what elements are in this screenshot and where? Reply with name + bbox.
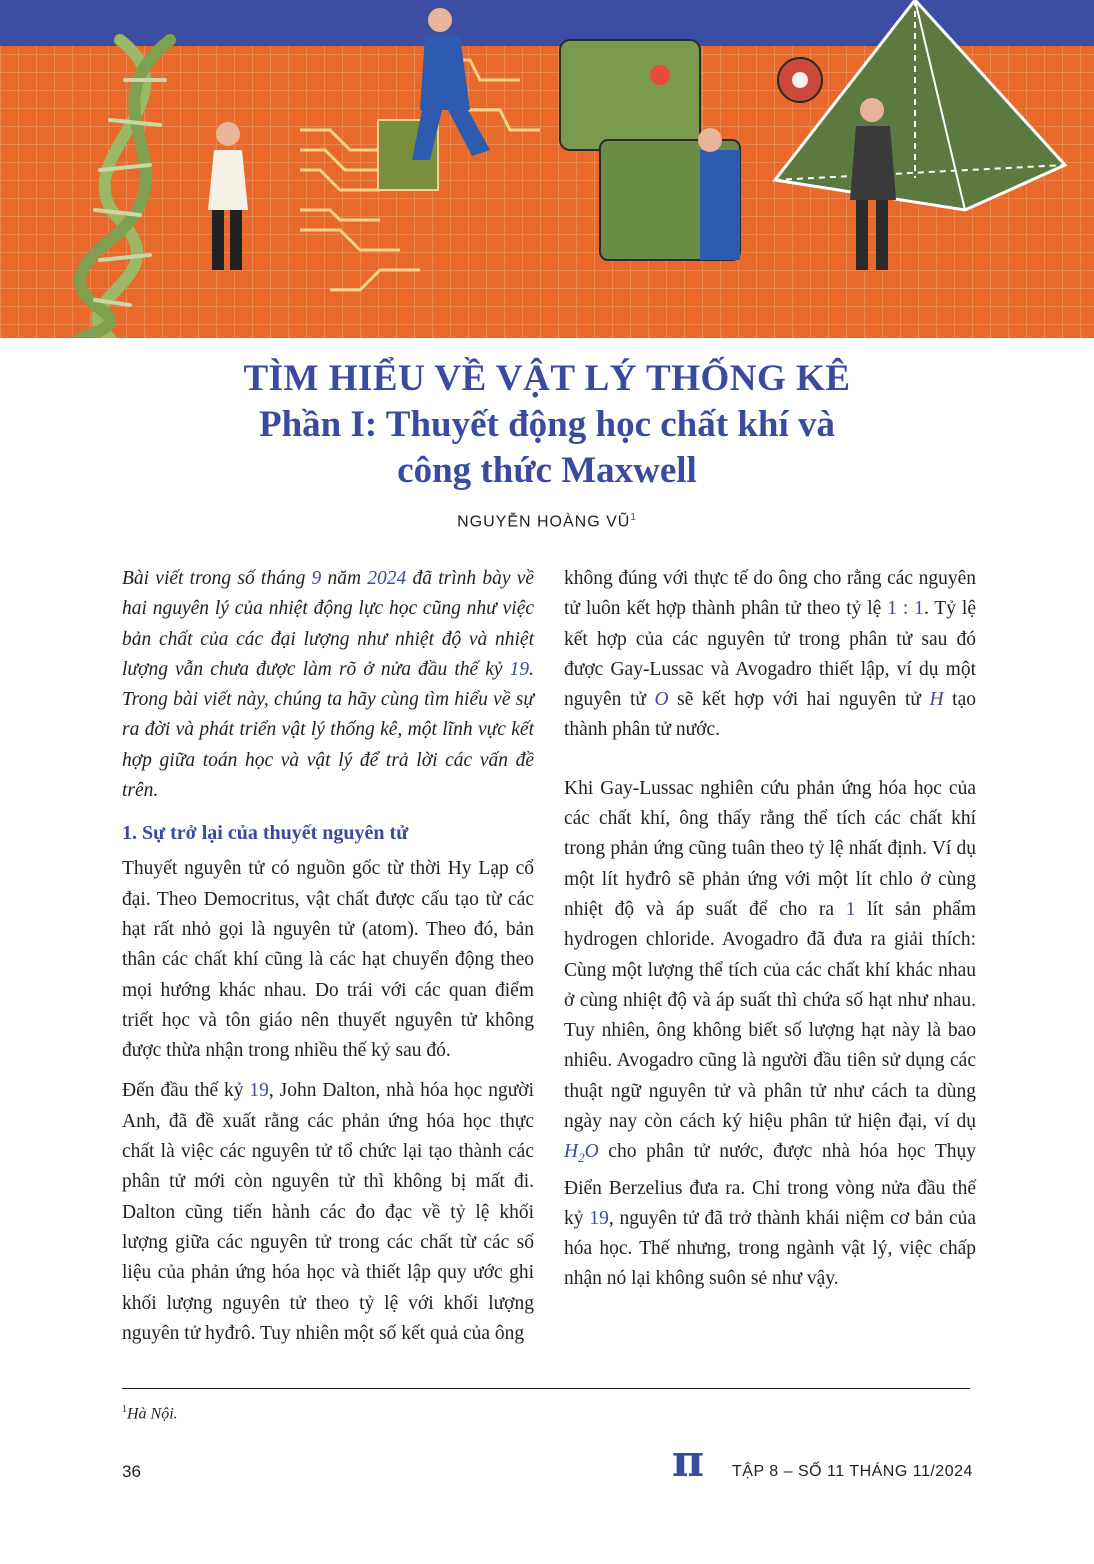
title-line-3: công thức Maxwell [397, 450, 697, 491]
title-line-1: TÌM HIỂU VỀ VẬT LÝ THỐNG KÊ [243, 358, 851, 399]
body-paragraph: Thuyết nguyên tử có nguồn gốc từ thời Hy Lạp cổ đại. Theo Democritus, vật chất được cấu tạo từ các hạt rất nhỏ gọi là nguyên tử (atom). Theo đó, bản thân các chất khí cũng là các hạt chuyển động theo mọi hướng khác nhau. Do trái với các quan điểm triết học và tôn giáo nên thuyết nguyên tử không được thừa nhận trong nhiều thế kỷ sau đó. [122, 858, 534, 1062]
section-heading: 1. Sự trở lại của thuyết nguyên tử [122, 822, 409, 845]
issue-info: TẬP 8 – SỐ 11 THÁNG 11/2024 [732, 1463, 973, 1480]
footnote-divider [122, 1388, 970, 1389]
article-title [0, 356, 1094, 494]
author-footnote-mark: 1 [630, 512, 637, 523]
left-column [122, 564, 534, 1359]
page-number: 36 [122, 1462, 141, 1481]
footnote: $^1$Hà Nội. [122, 1404, 178, 1423]
body-paragraph: không đúng với thực tế do ông cho rằng các nguyên tử luôn kết hợp thành phân tử theo tỷ lệ 1 : 1. Tỷ lệ kết hợp của các nguyên tử trong phân tử sau đó được Gay-Lussac và Avogadro thiết lập, ví dụ một nguyên tử O sẽ kết hợp với hai nguyên tử H tạo thành phân tử nước. [564, 568, 976, 741]
title-line-2: Phần I: Thuyết động học chất khí và [258, 404, 836, 445]
banner-illustration [0, 0, 1094, 338]
svg-text:π: π [671, 1436, 705, 1484]
abstract-paragraph: Bài viết trong số tháng 9 năm 2024 đã trình bày về hai nguyên lý của nhiệt động lực học cũng như việc bản chất của các đại lượng như nhiệt độ và nhiệt lượng vẫn chưa được làm rõ ở nửa đầu thế kỷ 19. Trong bài viết này, chúng ta hãy cùng tìm hiểu về sự ra đời và phát triển vật lý thống kê, một lĩnh vực kết hợp giữa toán học và vật lý để trả lời các vấn đề trên. [122, 568, 535, 802]
author-name: NGUYỄN HOÀNG VŨ [457, 513, 631, 531]
body-paragraph: Khi Gay-Lussac nghiên cứu phản ứng hóa học của các chất khí, ông thấy rằng thể tích các chất khí trong phản ứng cũng tuân theo tỷ lệ nhất định. Ví dụ một lít hyđrô sẽ phản ứng với một lít chlo ở cùng nhiệt độ và áp suất để cho ra 1 lít sản phẩm hydrogen chloride. Avogadro đã đưa ra giải thích: Cùng một lượng thể tích của các chất khí khác nhau ở cùng nhiệt độ và áp suất thì chứa số hạt như nhau. Tuy nhiên, ông không biết số lượng hạt này là bao nhiêu. Avogadro cũng là người đầu tiên sử dụng các thuật ngữ nguyên tử và phân tử như cách ta dùng ngày nay còn cách ký hiệu phân tử hiện đại, ví dụ $H_2O$ cho phân tử nước, được nhà hóa học Thụy Điển Berzelius đưa ra. Chỉ trong vòng nửa đầu thế kỷ 19, nguyên tử đã trở thành khái niệm cơ bản của hóa học. Thế nhưng, trong ngành vật lý, việc chấp nhận nó lại không suôn sẻ như vậy. [564, 777, 977, 1290]
right-column [564, 564, 976, 1305]
author-line [0, 512, 1094, 531]
body-paragraph: Đến đầu thế kỷ 19, John Dalton, nhà hóa học người Anh, đã đề xuất rằng các phản ứng hóa học thực chất là việc các nguyên tử tổ chức lại tạo thành các phân tử mới còn nguyên tử thì không bị mất đi. Dalton cũng tiến hành các đo đạc về tỷ lệ khối lượng giữa các nguyên tử trong các chất từ các số liệu của phản ứng hóa học và thiết lập quy ước ghi khối lượng nguyên tử theo tỷ lệ với khối lượng nguyên tử hyđrô. Tuy nhiên một số kết quả của ông [122, 1080, 534, 1344]
pi-logo-icon [664, 1436, 712, 1484]
